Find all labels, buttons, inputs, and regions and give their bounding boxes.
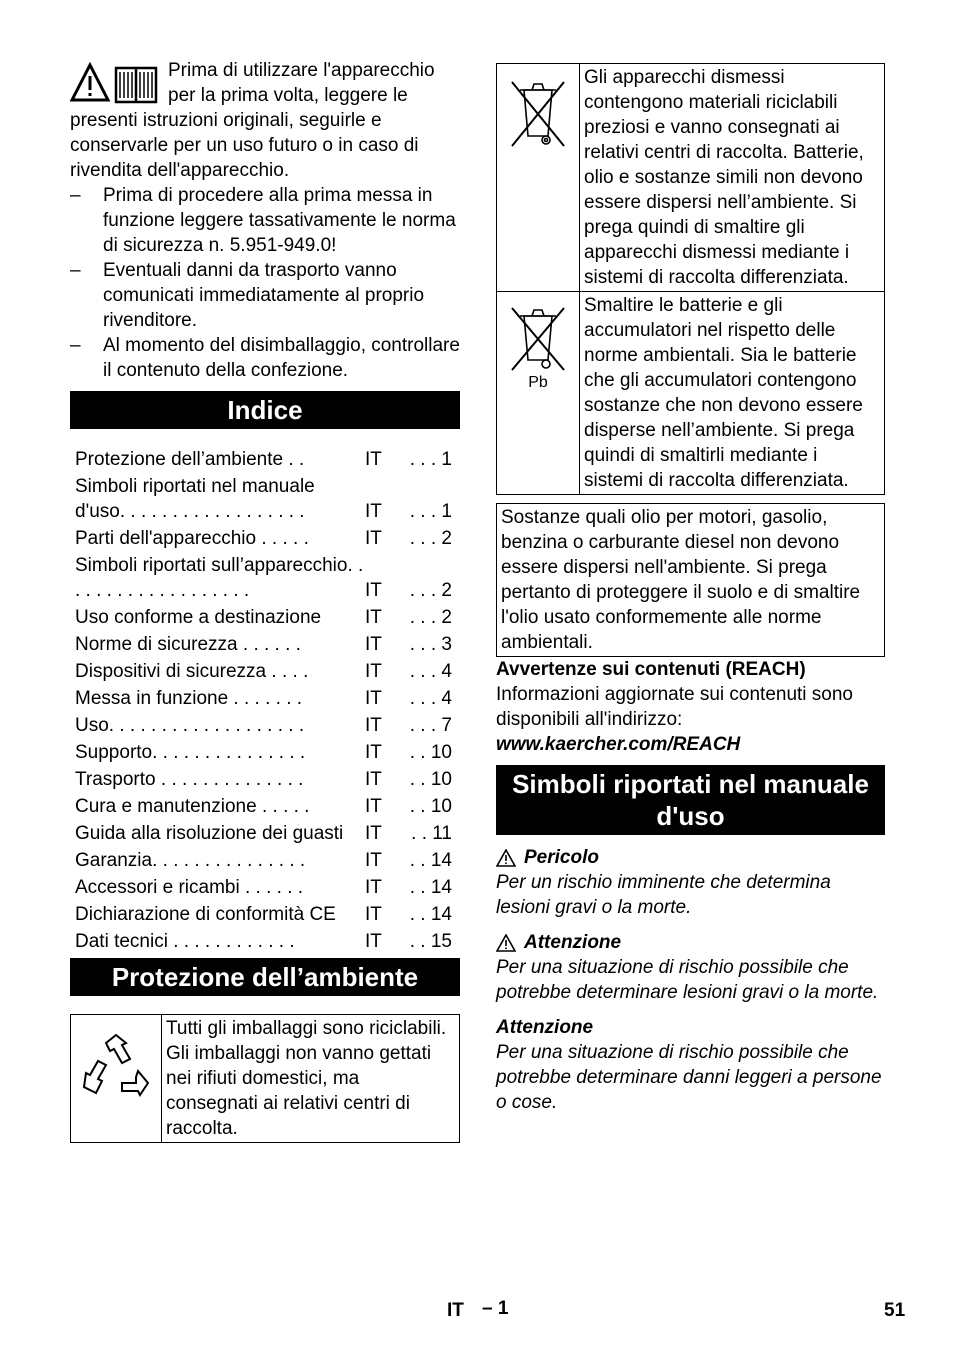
toc-page: . . . 4: [409, 688, 452, 709]
toc-row[interactable]: [75, 929, 460, 954]
toc-row[interactable]: [75, 686, 460, 711]
toc-page: . . . 2: [409, 528, 452, 549]
toc-lang: IT: [365, 607, 382, 628]
intro-bullet: – Al momento del disimballaggio, controllare il contenuto della confezione.: [70, 333, 460, 383]
warning-label: Pericolo: [524, 847, 599, 868]
toc-title: Norme di sicurezza . . . . . .: [75, 634, 301, 655]
footer-language: IT: [447, 1300, 464, 1321]
toc-lang: IT: [365, 634, 382, 655]
warning-label: Attenzione: [496, 1017, 594, 1038]
toc-page: . . 10: [409, 742, 452, 763]
right-column: [496, 63, 885, 1115]
toc-row[interactable]: [75, 794, 460, 819]
toc-page: . . . 1: [409, 449, 452, 470]
toc-title: Dispositivi di sicurezza . . . .: [75, 661, 309, 682]
toc-row[interactable]: [75, 632, 460, 657]
recycle-text: Tutti gli imballaggi sono riciclabili. Gli imballaggi non vanno gettati nei rifiuti domestici, ma consegnati ai relativi centri di raccolta.: [162, 1015, 460, 1143]
toc-page: . . 14: [409, 877, 452, 898]
warning-caution-heading: [496, 930, 885, 955]
toc-row[interactable]: [75, 821, 460, 846]
battery-icon-cell: [497, 292, 580, 495]
toc-lang: IT: [365, 850, 382, 871]
toc-title: Dichiarazione di conformità CE: [75, 904, 336, 925]
intro-bullet: – Prima di procedere alla prima messa in funzione leggere tassativamente le norma di sicurezza n. 5.951-949.0!: [70, 183, 460, 258]
toc-page: . . 10: [409, 796, 452, 817]
toc-title: Uso conforme a destinazione: [75, 607, 322, 628]
toc-page: . . 15: [409, 931, 452, 952]
toc-page: . . 14: [409, 904, 452, 925]
toc-page: . . . 3: [409, 634, 452, 655]
toc-row[interactable]: [75, 902, 460, 927]
intro-section: [70, 58, 460, 383]
toc-title: Protezione dell’ambiente . .: [75, 449, 305, 470]
toc-lang: IT: [365, 796, 382, 817]
pb-label: Pb: [528, 374, 548, 391]
toc-title: Guida alla risoluzione dei guasti: [75, 823, 344, 844]
toc-title: Accessori e ricambi . . . . . .: [75, 877, 304, 898]
toc-row[interactable]: [75, 553, 460, 603]
table-of-contents: [70, 447, 460, 954]
toc-lang: IT: [365, 877, 382, 898]
recycle-icon: [78, 1031, 154, 1107]
toc-lang: IT: [365, 661, 382, 682]
toc-row[interactable]: [75, 875, 460, 900]
crossed-bin-icon: [506, 76, 570, 152]
toc-title: Simboli riportati sull’apparecchio. . . . . . . . . . . . . . . . . . .: [75, 555, 364, 601]
toc-lang: IT: [365, 580, 382, 601]
battery-text: Smaltire le batterie e gli accumulatori nel rispetto delle norme ambientali. Sia le batterie che gli accumulatori contengono sostanze che non devono essere disperse nell’ambiente. Si prega quindi di smaltirli mediante i sistemi di raccolta differenziata.: [580, 292, 885, 495]
toc-row[interactable]: [75, 659, 460, 684]
reach-text: Informazioni aggiornate sui contenuti sono disponibili all'indirizzo:: [496, 684, 854, 730]
toc-lang: IT: [365, 528, 382, 549]
intro-bullet: – Eventuali danni da trasporto vanno comunicati immediatamente al proprio rivenditore.: [70, 258, 460, 333]
toc-row[interactable]: [75, 474, 460, 524]
toc-row[interactable]: [75, 526, 460, 551]
warning-triangle-icon: [496, 849, 516, 867]
weee-icon-cell: [497, 64, 580, 292]
toc-page: . . . 2: [409, 580, 452, 601]
warning-label: Attenzione: [524, 932, 622, 953]
toc-lang: IT: [365, 931, 382, 952]
toc-title: Messa in funzione . . . . . . .: [75, 688, 303, 709]
symbols-heading: Simboli riportati nel manuale d'uso: [496, 765, 885, 835]
warning-text: Per una situazione di rischio possibile che potrebbe determinare lesioni gravi o la morte.: [496, 957, 879, 1003]
footer-section-number: – 1: [482, 1298, 509, 1319]
disposal-table: [496, 63, 885, 495]
toc-lang: IT: [365, 769, 382, 790]
toc-title: Cura e manutenzione . . . . .: [75, 796, 310, 817]
index-heading: Indice: [70, 391, 460, 429]
toc-lang: IT: [365, 742, 382, 763]
environment-heading: Protezione dell’ambiente: [70, 958, 460, 996]
crossed-bin-battery-icon: [506, 304, 570, 376]
toc-page: . . . 4: [409, 661, 452, 682]
warning-manual-icon: [70, 62, 162, 106]
toc-lang: IT: [365, 501, 382, 522]
toc-row[interactable]: [75, 767, 460, 792]
oil-note: Sostanze quali olio per motori, gasolio, benzina o carburante diesel non devono essere dispersi nell'ambiente. Si prega pertanto di proteggere il suolo e di smaltire l'olio usato conformemente alle norme ambientali.: [496, 503, 885, 657]
intro-icons: [70, 62, 162, 108]
toc-page: . . . 7: [409, 715, 452, 736]
toc-lang: IT: [365, 904, 382, 925]
toc-title: Trasporto . . . . . . . . . . . . . .: [75, 769, 304, 790]
toc-row[interactable]: [75, 713, 460, 738]
warning-notice-heading: [496, 1015, 885, 1040]
toc-row[interactable]: [75, 605, 460, 630]
left-column: [70, 58, 460, 1143]
toc-lang: IT: [365, 688, 382, 709]
toc-title: Supporto. . . . . . . . . . . . . . .: [75, 742, 306, 763]
toc-page: . . . 2: [409, 607, 452, 628]
toc-page: . . 14: [409, 850, 452, 871]
toc-title: Simboli riportati nel manuale d'uso. . . . . . . . . . . . . . . . . .: [75, 476, 315, 522]
toc-lang: IT: [365, 823, 382, 844]
toc-page: . . 11: [411, 823, 452, 844]
warning-text: Per una situazione di rischio possibile che potrebbe determinare danni leggeri a persone o cose.: [496, 1042, 882, 1113]
toc-title: Garanzia. . . . . . . . . . . . . . .: [75, 850, 306, 871]
recycle-icon-cell: [71, 1015, 162, 1143]
reach-heading: Avvertenze sui contenuti (REACH): [496, 659, 806, 680]
toc-lang: IT: [365, 715, 382, 736]
recycle-table: [70, 1014, 460, 1143]
toc-title: Dati tecnici . . . . . . . . . . . .: [75, 931, 295, 952]
warning-text: Per un rischio imminente che determina lesioni gravi o la morte.: [496, 872, 831, 918]
toc-row[interactable]: [75, 848, 460, 873]
toc-title: Uso. . . . . . . . . . . . . . . . . . .: [75, 715, 305, 736]
weee-text: Gli apparecchi dismessi contengono materiali riciclabili preziosi e vanno consegnati ai relativi centri di raccolta. Batterie, olio e sostanze simili non devono essere dispersi nell’ambiente. Si prega quindi di smaltire gli apparecchi dismessi mediante i sistemi di raccolta differenziata.: [580, 64, 885, 292]
toc-row[interactable]: [75, 740, 460, 765]
intro-bullets: [70, 183, 460, 383]
footer-page-number: 51: [884, 1300, 906, 1321]
warning-danger-heading: [496, 845, 885, 870]
intro-text: Prima di utilizzare l'apparecchio per la prima volta, leggere le presenti istruzioni originali, seguirle e conservarle per un uso futuro o in caso di rivendita dell'apparecchio.: [70, 60, 435, 181]
toc-lang: IT: [365, 449, 382, 470]
toc-title: Parti dell'apparecchio . . . . .: [75, 528, 309, 549]
reach-link[interactable]: www.kaercher.com/REACH: [496, 734, 741, 755]
toc-page: . . . 1: [409, 501, 452, 522]
warning-triangle-icon: [496, 934, 516, 952]
toc-row[interactable]: [75, 447, 460, 472]
toc-page: . . 10: [409, 769, 452, 790]
